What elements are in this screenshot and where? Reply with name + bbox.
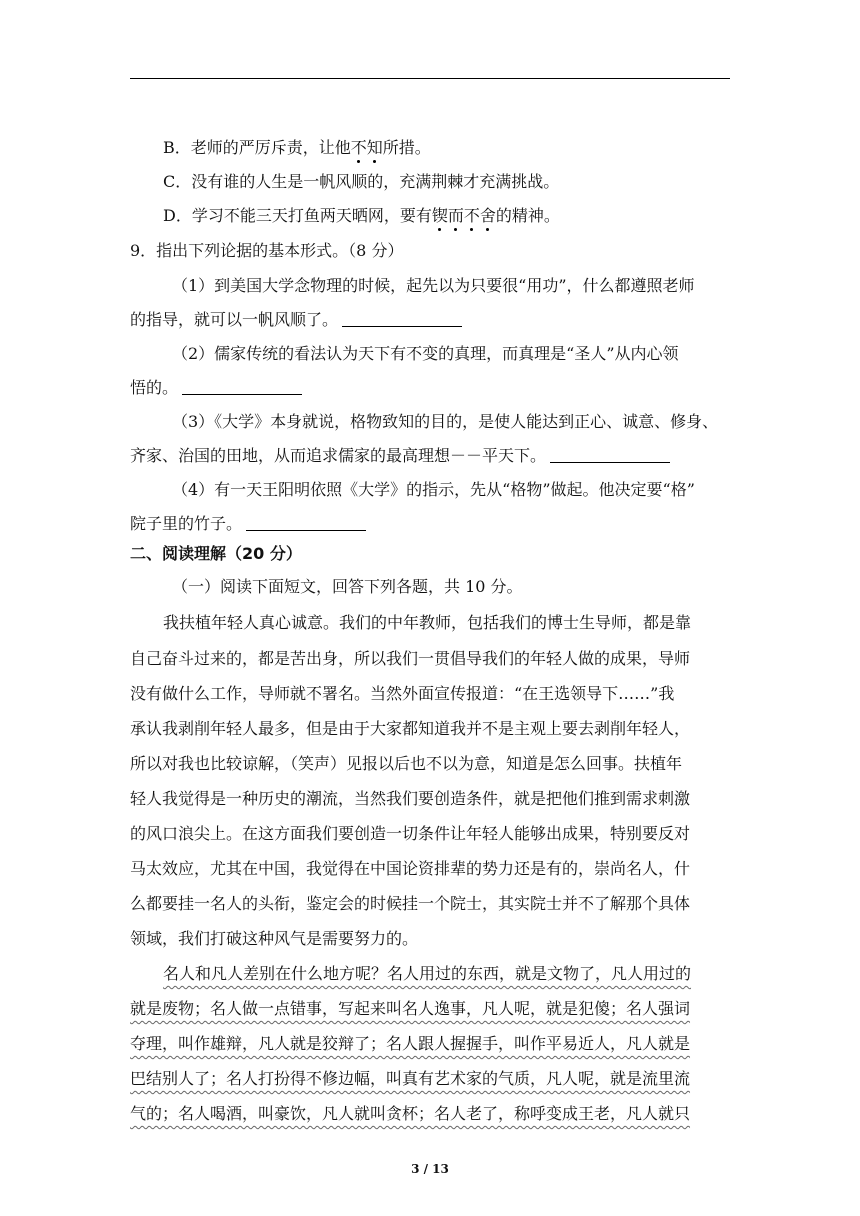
q9-item-1-line2: 的指导，就可以一帆风顺了。 [130,310,462,330]
emphasis-char: 舍 [479,206,496,225]
passage-line: 领域，我们打破这种风气是需要努力的。 [130,929,419,948]
passage-underlined-line: 就是废物；名人做一点错事，写起来叫名人逸事，凡人呢，就是犯傻；名人强词 [130,999,691,1018]
passage-line: 轻人我觉得是一种历史的潮流，当然我们要创造条件，就是把他们推到需求刺激 [130,789,691,808]
q9-item-2-line1: （2）儒家传统的看法认为天下有不变的真理，而真理是“圣人”从内心领 [172,344,679,363]
q9-item-3-line2: 齐家、治国的田地，从而追求儒家的最高理想－－平天下。 [130,446,670,466]
passage-line: 么都要挂一名人的头衔，鉴定会的时候挂一个院士，其实院士并不了解那个具体 [130,894,691,913]
page-number: 3 / 13 [411,1162,449,1176]
passage-line: 所以对我也比较谅解，（笑声）见报以后也不以为意，知道是怎么回事。扶植年 [130,754,683,773]
passage-line: 承认我剥削年轻人最多，但是由于大家都知道我并不是主观上要去剥削年轻人， [130,719,691,738]
emphasis-char: 知 [366,138,383,157]
passage-underlined-line: 巴结别人了；名人打扮得不修边幅，叫真有艺术家的气质，凡人呢，就是流里流 [130,1069,691,1088]
passage-line: 自己奋斗过来的，都是苦出身，所以我们一贯倡导我们的年轻人做的成果，导师 [130,649,691,668]
passage-line: 马太效应，尤其在中国，我觉得在中国论资排辈的势力还是有的，崇尚名人，什 [130,859,691,878]
passage-line: 我扶植年轻人真心诚意。我们的中年教师，包括我们的博士生导师，都是靠 [163,613,692,632]
answer-blank[interactable] [550,446,670,463]
section-heading: 二、阅读理解（20 分） [130,544,302,563]
passage-underlined-line: 名人和凡人差别在什么地方呢？名人用过的东西，就是文物了，凡人用过的 [163,964,692,983]
q9-item-4-line2: 院子里的竹子。 [130,514,366,534]
option-c: C．没有谁的人生是一帆风顺的，充满荆棘才充满挑战。 [163,172,560,191]
q9-item-1-line1: （1）到美国大学念物理的时候，起先以为只要很“用功”，什么都遵照老师 [172,276,695,295]
answer-blank[interactable] [182,378,302,395]
emphasis-char: 而 [447,206,464,225]
answer-blank[interactable] [246,514,366,531]
passage-line: 的风口浪尖上。在这方面我们要创造一切条件让年轻人能够出成果，特别要反对 [130,824,691,843]
q9-item-2-line2: 悟的。 [130,378,302,398]
emphasis-char: 不 [463,206,480,225]
emphasis-char: 锲 [431,206,448,225]
option-d: D．学习不能三天打鱼两天晒网，要有锲而不舍的精神。 [163,206,560,225]
q9-item-4-line1: （4）有一天王阳明依照《大学》的指示，先从“格物”做起。他决定要“格” [172,480,695,499]
header-rule [130,78,730,79]
passage-underlined-line: 气的；名人喝酒，叫豪饮，凡人就叫贪杯；名人老了，称呼变成王老，凡人就只 [130,1104,691,1123]
answer-blank[interactable] [342,310,462,327]
section-instruction: （一）阅读下面短文，回答下列各题，共 10 分。 [172,577,523,596]
passage-underlined-line: 夺理，叫作雄辩，凡人就是狡辩了；名人跟人握握手，叫作平易近人，凡人就是 [130,1034,691,1053]
q9-item-3-line1: （3）《大学》本身就说，格物致知的目的，是使人能达到正心、诚意、修身、 [172,412,719,431]
emphasis-char: 不 [350,138,367,157]
option-b: B．老师的严厉斥责，让他不知所措。 [163,138,431,157]
question-9-title: 9．指出下列论据的基本形式。（8 分） [130,241,404,260]
passage-line: 没有做什么工作，导师就不署名。当然外面宣传报道：“在王选领导下……”我 [130,684,675,703]
